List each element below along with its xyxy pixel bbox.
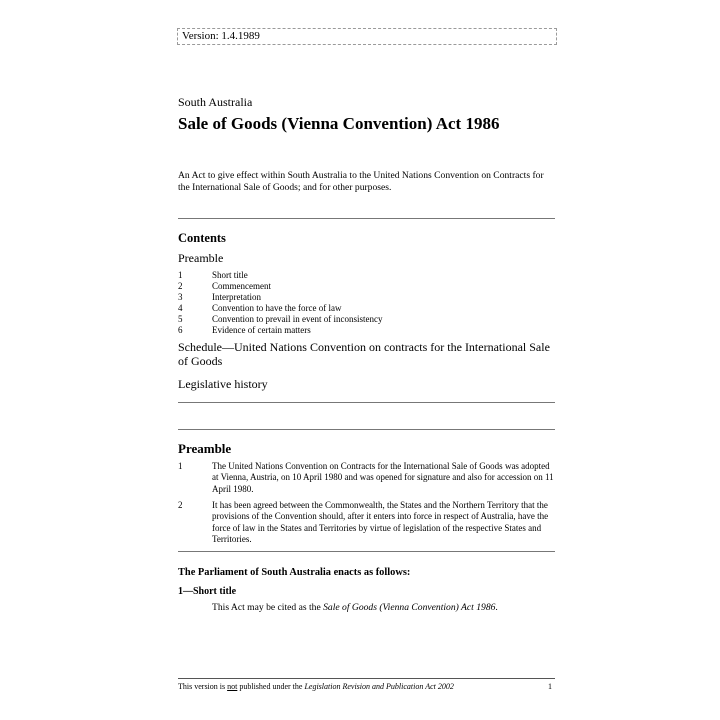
footer-not-word: not [227, 682, 238, 691]
toc-item-label: Short title [212, 270, 248, 280]
toc-schedule-link[interactable]: Schedule—United Nations Convention on contracts for the International Sale of Goods [178, 340, 550, 368]
long-title: An Act to give effect within South Australia to the United Nations Convention on Contracts for the International Sale of Goods; and for other purposes. [178, 170, 544, 193]
footer-text-middle: published under the [237, 682, 305, 691]
toc-item-number: 6 [178, 324, 183, 335]
toc-item-5[interactable] [178, 314, 554, 325]
toc-legislative-history-link[interactable]: Legislative history [178, 377, 268, 391]
toc-item-number: 4 [178, 302, 183, 313]
table-of-contents [178, 270, 554, 335]
section-1-heading: 1—Short title [178, 586, 237, 597]
enacting-words: The Parliament of South Australia enacts as follows: [178, 567, 411, 578]
footer-text-before: This version is [178, 682, 228, 691]
toc-item-label: Interpretation [212, 291, 261, 302]
toc-item-2[interactable] [178, 281, 554, 292]
toc-item-label: Convention to have the force of law [212, 302, 342, 313]
footer-divider [178, 678, 555, 679]
section-1-act-name: Sale of Goods (Vienna Convention) Act 1986 [323, 602, 496, 613]
section-1-text-before: This Act may be cited as the [212, 602, 324, 613]
act-title: Sale of Goods (Vienna Convention) Act 1986 [178, 114, 500, 133]
toc-item-6[interactable] [178, 325, 554, 336]
paragraph-number: 2 [178, 500, 183, 510]
divider-top [178, 218, 555, 219]
preamble-paragraph-1 [178, 461, 554, 495]
toc-item-label: Evidence of certain matters [212, 324, 311, 335]
section-1-text [212, 602, 498, 613]
toc-item-number: 3 [178, 291, 183, 302]
page-number: 1 [548, 682, 552, 691]
paragraph-text: It has been agreed between the Commonwealth, the States and the Northern Territory that the provisions of the Convention should, after it enters into force in respect of Australia, have the force of law in the States and Territories by virtue of legislation of the respective States and Territories. [212, 500, 549, 545]
section-1-text-after: . [495, 602, 498, 613]
version-box [177, 28, 557, 45]
contents-heading: Contents [178, 231, 226, 245]
footer-note [178, 682, 454, 691]
version-label: Version: 1.4.1989 [182, 30, 260, 42]
preamble-paragraph-2 [178, 500, 554, 546]
toc-item-label: Commencement [212, 280, 271, 291]
toc-item-number: 1 [178, 270, 183, 280]
divider-contents-end [178, 402, 555, 403]
toc-item-1[interactable] [178, 270, 554, 281]
toc-item-label: Convention to prevail in event of inconsistency [212, 313, 383, 324]
divider-preamble-start [178, 429, 555, 430]
paragraph-text: The United Nations Convention on Contracts for the International Sale of Goods was adopted at Vienna, Austria, on 10 April 1980 and was opened for signature and also for accession on 11 April 1980. [212, 461, 554, 494]
toc-item-3[interactable] [178, 292, 554, 303]
footer-act-name: Legislation Revision and Publication Act 2002 [304, 682, 454, 691]
preamble-heading: Preamble [178, 441, 232, 456]
toc-item-4[interactable] [178, 303, 554, 314]
paragraph-number: 1 [178, 461, 183, 471]
toc-preamble-link[interactable]: Preamble [178, 251, 224, 265]
toc-item-number: 5 [178, 313, 183, 324]
jurisdiction: South Australia [178, 95, 253, 109]
divider-preamble-end [178, 551, 555, 552]
toc-item-number: 2 [178, 280, 183, 291]
